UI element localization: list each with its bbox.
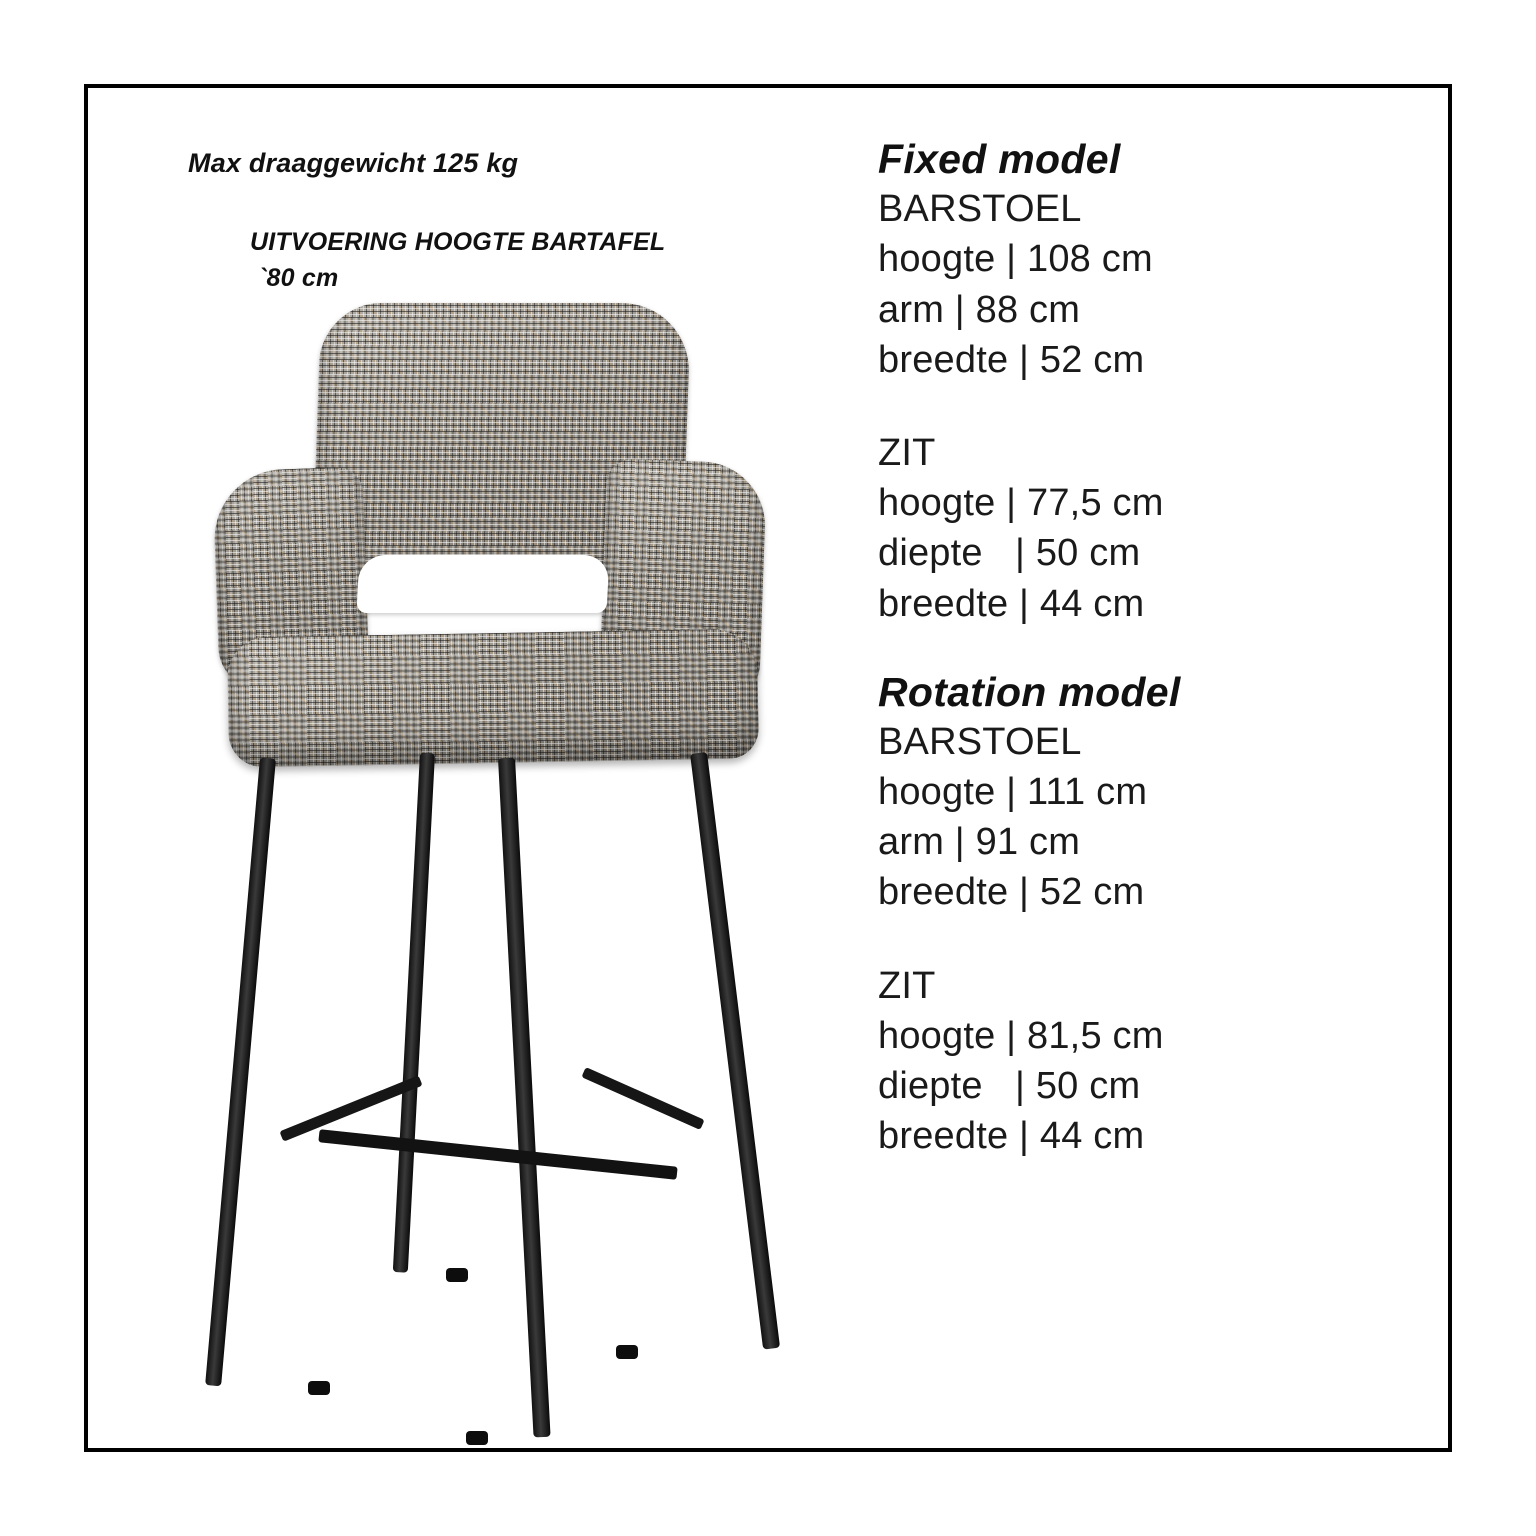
leg-tip-front-right [466, 1431, 488, 1445]
spec-row-rotation-zit-diepte: diepte | 50 cm [878, 1065, 1141, 1108]
execution-height-note-line2: `80 cm [258, 264, 339, 293]
spec-row-zit-diepte: diepte | 50 cm [878, 532, 1141, 575]
spec-row-rotation-zit-hoogte: hoogte | 81,5 cm [878, 1014, 1164, 1057]
spec-row-breedte: breedte | 52 cm [878, 338, 1145, 381]
footrest-rail [318, 1129, 677, 1180]
spec-row-rotation-breedte: breedte | 52 cm [878, 871, 1145, 914]
spec-group-label-barstoel: BARSTOEL [878, 188, 1082, 230]
spec-row-rotation-zit-breedte: breedte | 44 cm [878, 1115, 1145, 1158]
execution-height-note [250, 224, 665, 297]
spec-row-zit-breedte: breedte | 44 cm [878, 582, 1145, 625]
spacer [878, 629, 1418, 669]
seat-shape [227, 628, 759, 767]
barstool-image [198, 303, 818, 1413]
product-illustration-panel [88, 88, 828, 1448]
specifications-panel [878, 136, 1418, 1161]
spec-row-hoogte: hoogte | 108 cm [878, 238, 1153, 281]
front-right-leg [498, 758, 551, 1438]
back-right-leg [690, 752, 780, 1350]
right-side-rail [581, 1067, 704, 1130]
spacer [878, 918, 1418, 962]
spec-group-label-zit-rotation: ZIT [878, 964, 936, 1007]
leg-tip-front-left [308, 1381, 330, 1395]
spec-row-arm: arm | 88 cm [878, 288, 1081, 331]
front-left-leg [205, 757, 276, 1386]
spec-heading-rotation-model: Rotation model [878, 668, 1181, 715]
max-weight-note: Max draaggewicht 125 kg [188, 148, 519, 178]
spec-group-label-barstoel-rotation: BARSTOEL [878, 720, 1082, 763]
spec-section-fixed-model [878, 136, 1418, 629]
spec-row-zit-hoogte: hoogte | 77,5 cm [878, 482, 1164, 525]
back-left-leg [393, 753, 435, 1273]
spec-section-rotation-model [878, 669, 1418, 1162]
leg-tip-back-right [616, 1345, 638, 1359]
execution-height-note-line1: UITVOERING HOOGTE BARTAFEL [250, 228, 666, 256]
spec-row-rotation-hoogte: hoogte | 111 cm [878, 771, 1148, 814]
spec-sheet [84, 84, 1452, 1452]
spacer [878, 385, 1418, 429]
spec-heading-fixed-model: Fixed model [878, 136, 1121, 182]
spec-row-rotation-arm: arm | 91 cm [878, 821, 1081, 864]
leg-tip-back-left [446, 1268, 468, 1282]
spec-group-label-zit: ZIT [878, 431, 936, 474]
backrest-opening-shape [356, 555, 609, 613]
